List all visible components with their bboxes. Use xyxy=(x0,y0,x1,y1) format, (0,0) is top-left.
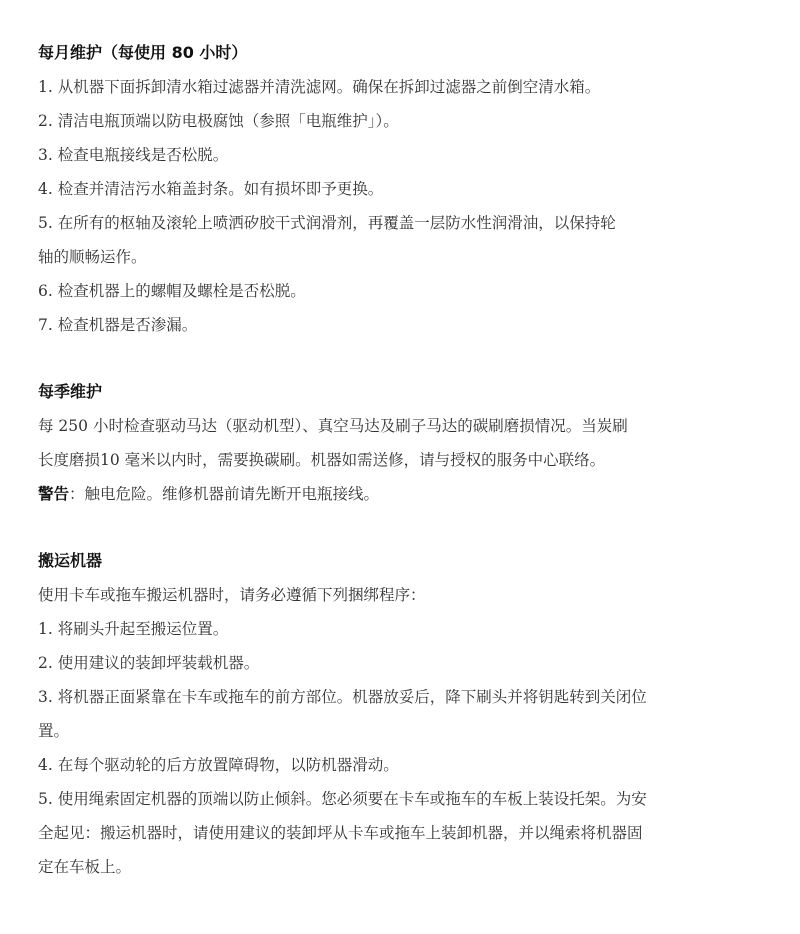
monthly-maintenance-heading: 每月维护（每使用 80 小时） xyxy=(38,43,248,62)
quarterly-paragraph-line-2: 长度磨损10 毫米以内时，需要换碳刷。机器如需送修，请与授权的服务中心联络。 xyxy=(38,451,606,469)
transport-heading: 搬运机器 xyxy=(38,551,103,570)
monthly-item-5-continued: 轴的顺畅运作。 xyxy=(38,248,147,266)
section-spacer xyxy=(38,511,750,544)
quarterly-paragraph-line-1: 每 250 小时检查驱动马达（驱动机型）、真空马达及刷子马达的碳刷磨损情况。当炭刷 xyxy=(38,417,628,435)
warning-text: ：触电危险。维修机器前请先断开电瓶接线。 xyxy=(69,485,380,503)
transport-item-3-continued: 置。 xyxy=(38,722,70,740)
monthly-item-4: 4. 检查并清洁污水箱盖封条。如有损坏即予更换。 xyxy=(38,180,384,198)
monthly-item-2: 2. 清洁电瓶顶端以防电极腐蚀（参照「电瓶维护」）。 xyxy=(38,112,399,130)
transport-section xyxy=(38,544,750,884)
transport-item-1: 1. 将刷头升起至搬运位置。 xyxy=(38,620,229,638)
quarterly-maintenance-heading: 每季维护 xyxy=(38,382,103,401)
transport-item-5-continued: 全起见：搬运机器时，请使用建议的装卸坪从卡车或拖车上装卸机器，并以绳索将机器固 xyxy=(38,824,643,842)
monthly-item-1: 1. 从机器下面拆卸清水箱过滤器并清洗滤网。确保在拆卸过滤器之前倒空清水箱。 xyxy=(38,78,601,96)
transport-item-2: 2. 使用建议的装卸坪装载机器。 xyxy=(38,654,260,672)
document-page xyxy=(38,36,750,884)
transport-item-4: 4. 在每个驱动轮的后方放置障碍物，以防机器滑动。 xyxy=(38,756,399,774)
section-spacer xyxy=(38,342,750,375)
warning-label: 警告 xyxy=(38,485,70,503)
transport-item-3: 3. 将机器正面紧靠在卡车或拖车的前方部位。机器放妥后，降下刷头并将钥匙转到关闭位 xyxy=(38,688,647,706)
transport-item-5-continued-2: 定在车板上。 xyxy=(38,858,132,876)
monthly-maintenance-section xyxy=(38,36,750,342)
transport-item-5: 5. 使用绳索固定机器的顶端以防止倾斜。您必须要在卡车或拖车的车板上装设托架。为安 xyxy=(38,790,647,808)
monthly-item-7: 7. 检查机器是否渗漏。 xyxy=(38,316,198,334)
quarterly-maintenance-section xyxy=(38,375,750,511)
transport-intro: 使用卡车或拖车搬运机器时，请务必遵循下列捆绑程序： xyxy=(38,586,426,604)
monthly-item-5: 5. 在所有的枢轴及滚轮上喷洒矽胶干式润滑剂，再覆盖一层防水性润滑油，以保持轮 xyxy=(38,214,616,232)
monthly-item-6: 6. 检查机器上的螺帽及螺栓是否松脱。 xyxy=(38,282,306,300)
warning-notice xyxy=(38,477,750,511)
monthly-item-3: 3. 检查电瓶接线是否松脱。 xyxy=(38,146,229,164)
